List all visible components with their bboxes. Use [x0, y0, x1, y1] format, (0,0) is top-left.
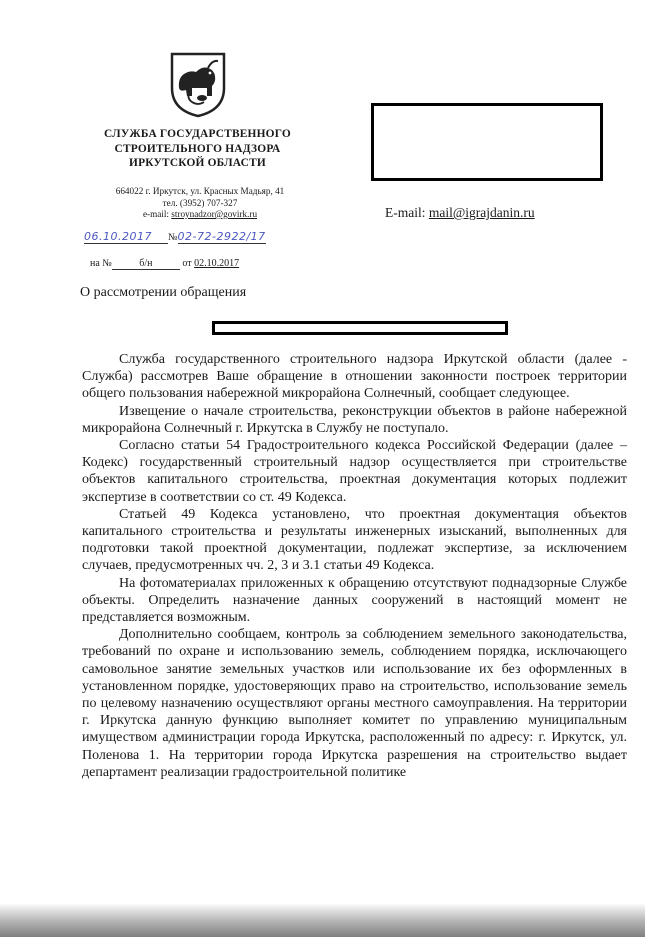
body-paragraph-1: Служба государственного строительного надзора Иркутской области (далее - Служба) рассмотрев Ваше обращение в отношении законности построек территории общего пользования набережной микрорайона Солнечный, сообщает следующее.: [82, 352, 627, 402]
phone: тел. (3952) 707-327: [162, 197, 238, 208]
body-paragraph-6: Дополнительно сообщаем, контроль за соблюдением земельного законодательства, требований по охране и использованию земель, соблюдением порядка, исключающего самовольное занятие земельных участков или использование их без оформленных в установленном порядке, удостоверяющих право на строительство, использование земель по целевому назначению осуществляют органы местного самоуправления. На территории г. Иркутска данную функцию выполняет комитет по управлению муниципальным имуществом администрации города Иркутска, расположенный по адресу: г. Иркутск, ул. Поленова 1. На территории города Иркутска разрешения на строительство выдает департамент реализации градостроительной политике: [82, 627, 627, 780]
address: 664022 г. Иркутск, ул. Красных Мадьяр, 41: [115, 186, 285, 196]
recipient-email-line: [385, 205, 535, 221]
redacted-salutation-box: [212, 321, 508, 335]
organization-name: [70, 127, 325, 171]
recipient-email-link[interactable]: mail@igrajdanin.ru: [428, 205, 535, 220]
letter-body: [82, 351, 627, 781]
registration-date: 06.10.2017: [84, 230, 152, 243]
ref-from: от: [182, 258, 192, 269]
body-paragraph-5: На фотоматериалах приложенных к обращению отсутствуют поднадзорные Службе объекты. Определить назначение данных сооружений в настоящий момент не представляется возможным.: [82, 575, 627, 626]
redacted-recipient-box: [371, 103, 603, 181]
org-line-2: СТРОИТЕЛЬНОГО НАДЗОРА: [114, 142, 281, 155]
body-paragraph-4: Статьей 49 Кодекса установлено, что проектная документация объектов капитального строительства и результаты инженерных изысканий, выполненных для подготовки такой проектной документации, подлежат экспертизе, за исключением случаев, предусмотренных чч. 2, 3 и 3.1 статьи 49 Кодекса.: [82, 506, 627, 574]
org-email-line: [85, 209, 315, 221]
page-fold-shadow: [0, 903, 645, 937]
body-paragraph-2: Извещение о начале строительства, реконструкции объектов в районе набережной микрорайона Солнечный г. Иркутска в Службу не поступало.: [82, 403, 627, 436]
ref-prefix: на №: [90, 258, 112, 269]
letter-subject: О рассмотрении обращения: [80, 285, 247, 300]
ref-number: б/н: [112, 258, 180, 270]
org-email-link[interactable]: stroynadzor@govirk.ru: [171, 209, 258, 219]
org-line-3: ИРКУТСКОЙ ОБЛАСТИ: [129, 157, 266, 169]
coat-of-arms-icon: [162, 48, 234, 120]
organization-contacts: [85, 186, 315, 221]
org-line-1: СЛУЖБА ГОСУДАРСТВЕННОГО: [104, 128, 291, 140]
number-label: №: [168, 232, 178, 243]
body-paragraph-3: Согласно статьи 54 Градостроительного кодекса Российской Федерации (далее – Кодекс) государственный строительный надзор осуществляется при строительстве объектов капитального строительства, проектная документация которых подлежит экспертизе в соответствии со ст. 49 Кодекса.: [82, 438, 627, 505]
registration-line: [84, 230, 266, 244]
reference-line: [90, 258, 239, 270]
org-email-label: e-mail:: [142, 209, 169, 219]
registration-number: 02-72-2922/17: [177, 230, 266, 243]
ref-date: 02.10.2017: [194, 258, 240, 269]
recipient-email-label: E-mail:: [385, 205, 426, 220]
